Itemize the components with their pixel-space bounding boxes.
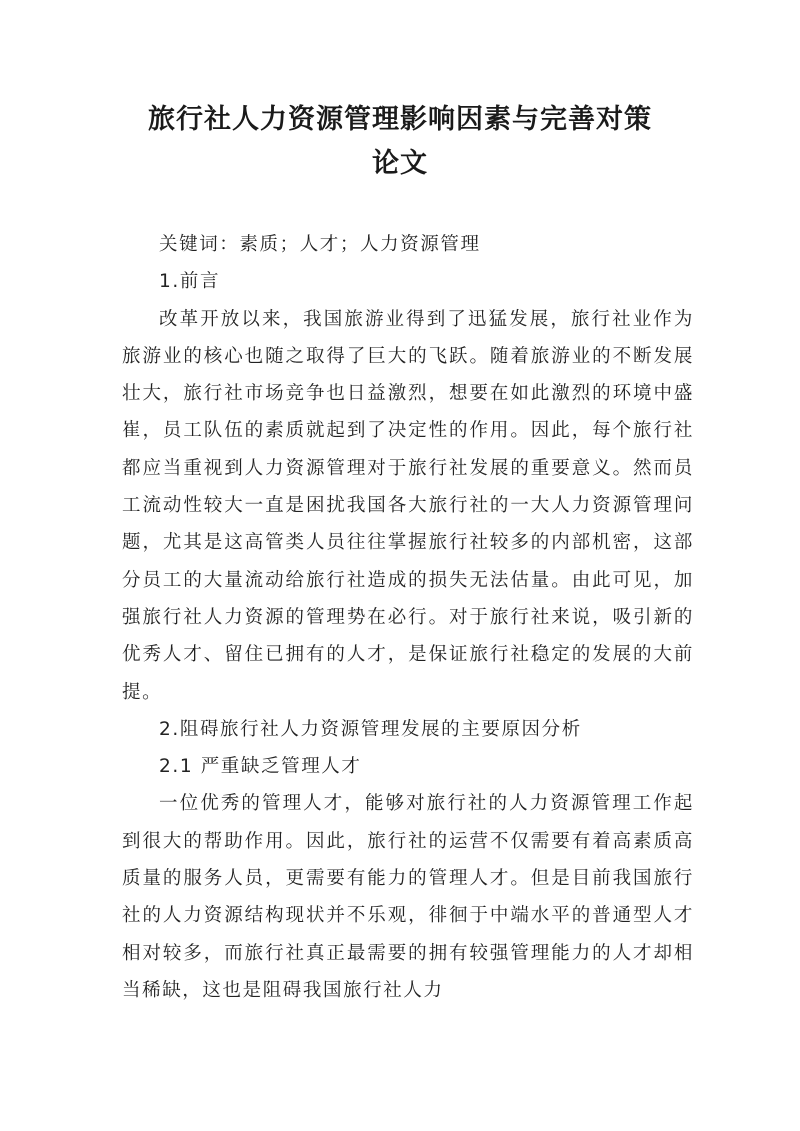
- document-title: [100, 98, 700, 186]
- body-paragraph: 改革开放以来，我国旅游业得到了迅猛发展，旅行社业作为旅游业的核心也随之取得了巨大的飞跃。随着旅游业的不断发展壮大，旅行社市场竞争也日益激烈，想要在如此激烈的环境中盛崔，员工队伍的素质就起到了决定性的作用。因此，每个旅行社都应当重视到人力资源管理对于旅行社发展的重要意义。然而员工流动性较大一直是困扰我国各大旅行社的一大人力资源管理问题，尤其是这高管类人员往往掌握旅行社较多的内部机密，这部分员工的大量流动给旅行社造成的损失无法估量。由此可见，加强旅行社人力资源的管理势在必行。对于旅行社来说，吸引新的优秀人才、留住已拥有的人才，是保证旅行社稳定的发展的大前提。: [122, 308, 694, 703]
- document-body: [122, 226, 694, 1009]
- title-line-2: 论文: [372, 148, 428, 179]
- section-heading-analysis: 2.阻碍旅行社人力资源管理发展的主要原因分析: [159, 718, 582, 740]
- section-heading-introduction: 1.前言: [159, 271, 221, 293]
- body-paragraph: 一位优秀的管理人才，能够对旅行社的人力资源管理工作起到很大的帮助作用。因此，旅行社的运营不仅需要有着高素质高质量的服务人员，更需要有能力的管理人才。但是目前我国旅行社的人力资源结构现状并不乐观，徘徊于中端水平的普通型人才相对较多，而旅行社真正最需要的拥有较强管理能力的人才却相当稀缺，这也是阻碍我国旅行社人力: [122, 793, 694, 1001]
- title-line-1: 旅行社人力资源管理影响因素与完善对策: [148, 104, 652, 135]
- subsection-heading: 2.1 严重缺乏管理人才: [159, 756, 362, 778]
- keywords-line: 关键词：素质；人才；人力资源管理: [159, 234, 481, 255]
